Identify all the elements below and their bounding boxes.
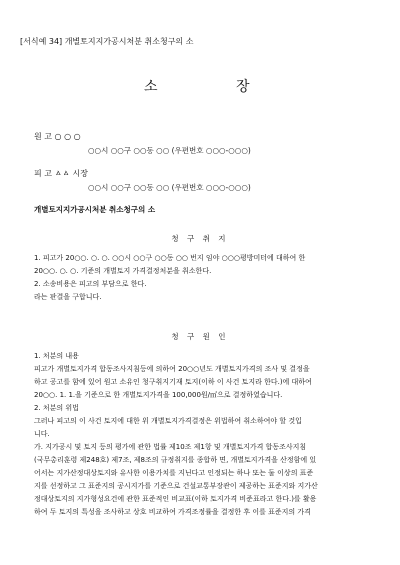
defendant-label: 피 고 ㅿㅿ 시장 <box>34 169 88 178</box>
cause-line: 정대상토지의 지가형성요건에 관한 표준적인 비교표(이하 토지가격 비준표라고 한다.)를 활용 <box>34 495 317 503</box>
plaintiff-address: ○○시 ○○구 ○○동 ○○ (우편번호 ○○○-○○○) <box>88 146 251 155</box>
claim-line: 라는 판결을 구합니다. <box>34 293 102 301</box>
defendant-address: ○○시 ○○구 ○○동 ○○ (우편번호 ○○○-○○○) <box>88 183 251 192</box>
cause-line: 1. 처분의 내용 <box>34 352 79 360</box>
title-char-2: 장 <box>236 79 251 95</box>
cause-line: 2. 처분의 위법 <box>34 404 79 412</box>
cause-line: 가. 지가공시 및 토지 등의 평가에 관한 법률 제10조 제1항 및 개별토지가격 합동조사지침 <box>34 443 307 451</box>
cause-line: 지를 선정하고 그 표준지의 공시지가를 기준으로 건설교통부장관이 제공하는 표준지와 지가산 <box>34 482 318 490</box>
cause-line: 하여 두 토지의 특성을 조사하고 상호 비교하여 가격조정률을 결정한 후 이를 표준지의 가격 <box>34 508 311 516</box>
case-name: 개별토지지가공시처분 취소청구의 소 <box>34 205 156 214</box>
cause-line: (국무총리훈령 제248호) 제7조, 제8조의 규정취지를 종합하 면, 개별토지가격을 산정함에 있 <box>34 456 317 464</box>
cause-line: 니다. <box>34 430 50 438</box>
claim-section-title: 청 구 취 지 <box>171 234 229 243</box>
claim-line: 1. 피고가 20○○. ○. ○. ○○시 ○○구 ○○동 ○○ 번지 임야 ○○○평방미터에 대하여 한 <box>34 254 306 262</box>
form-header: [서식예 34] 개별토지지가공시처분 취소청구의 소 <box>20 37 194 46</box>
cause-line: 어서는 지가산정대상토지와 유사한 이용가치를 지닌다고 인정되는 하나 또는 둘 이상의 표준 <box>34 469 314 477</box>
plaintiff-label: 원 고 ○ ○ ○ <box>34 132 81 141</box>
title-char-1: 소 <box>144 79 159 95</box>
claim-line: 20○○. ○. ○. 기준의 개별토지 가격결정처분을 취소한다. <box>34 267 212 275</box>
cause-line: 20○○. 1. 1.을 기준으로 한 개별토지가격을 100,000원/㎡으로 결정하였습니다. <box>34 391 283 399</box>
cause-line: 피고가 개별토지가격 합동조사지침등에 의하여 20○○년도 개별토지가격의 조사 및 결정을 <box>34 365 310 373</box>
cause-section-title: 청 구 원 인 <box>171 332 229 341</box>
cause-line: 그러나 피고의 이 사건 토지에 대한 위 개별토지가격결정은 위법하여 취소하여야 할 것입 <box>34 417 302 425</box>
claim-line: 2. 소송비용은 피고의 부담으로 한다. <box>34 280 147 288</box>
cause-line: 하고 공고를 함에 있어 원고 소유인 청구취지기재 토지(이하 이 사건 토지라 한다.)에 대하여 <box>34 378 312 386</box>
